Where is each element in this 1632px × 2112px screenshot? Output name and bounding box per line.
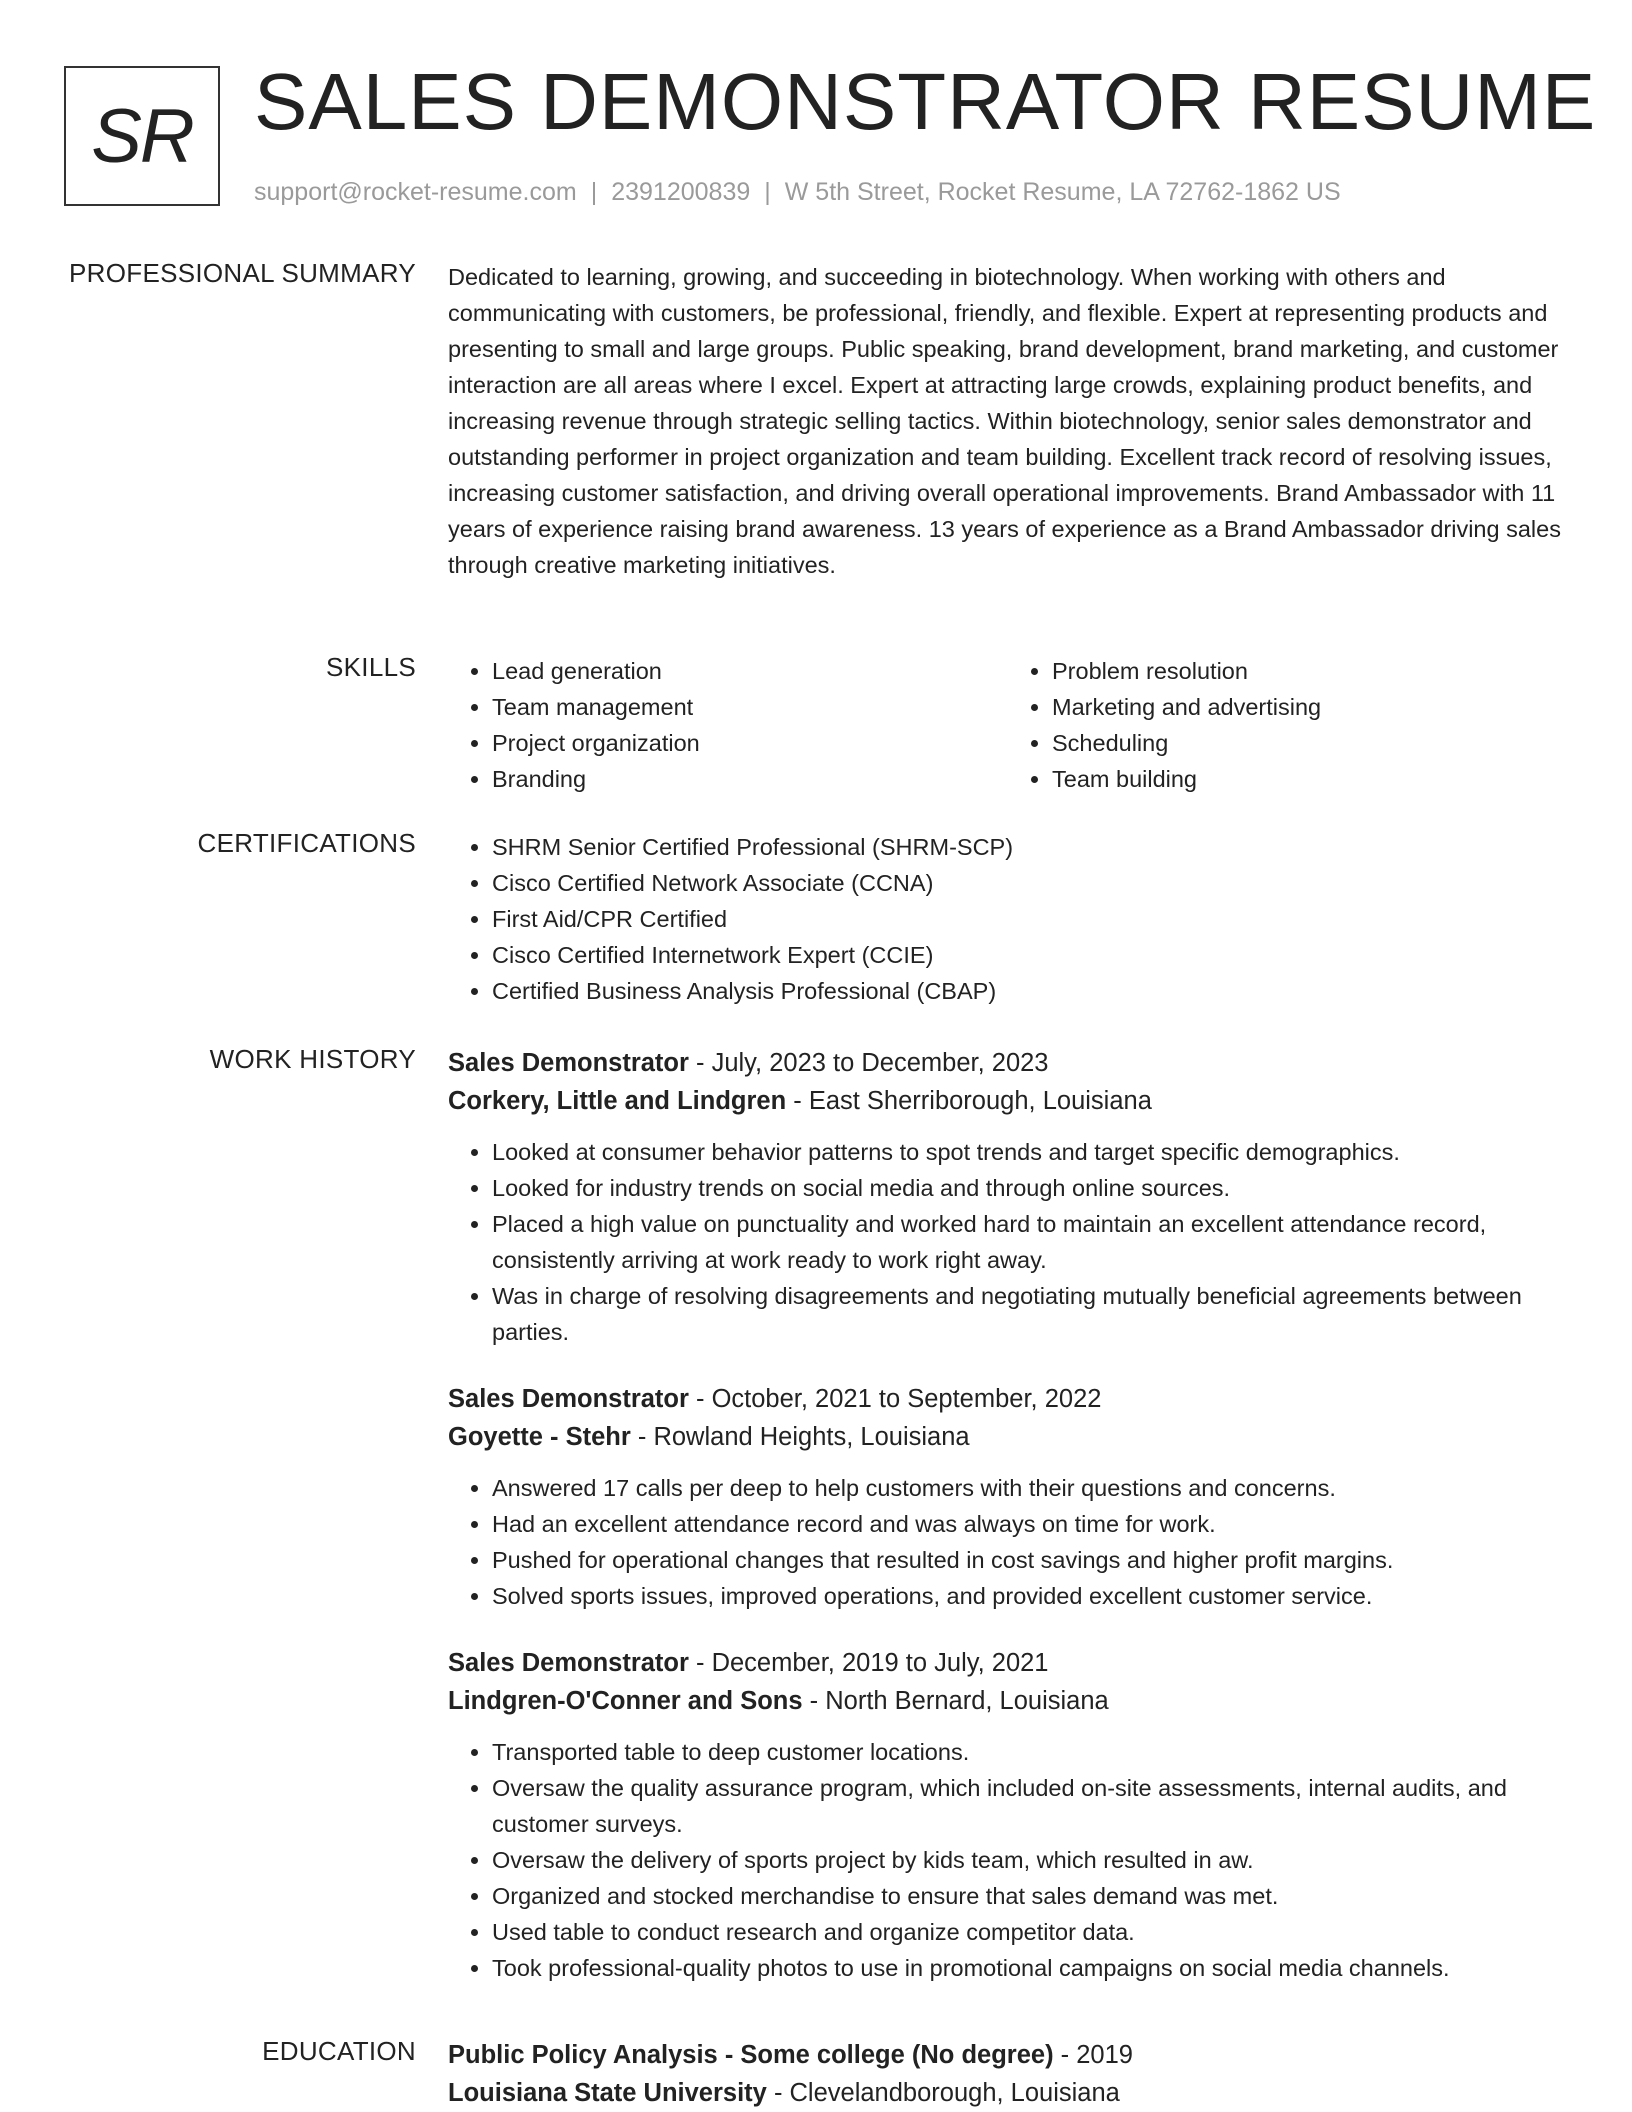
list-item: • Solved sports issues, improved operations, and provided excellent customer service.	[492, 1578, 1568, 1614]
job-bullets	[448, 1470, 1568, 1614]
section-label-work-history: WORK HISTORY	[209, 1044, 416, 1074]
list-item: • Team building	[1052, 761, 1568, 797]
list-item: • Scheduling	[1052, 725, 1568, 761]
job-company: Lindgren-O'Conner and Sons	[448, 1687, 803, 1715]
contact-line	[254, 178, 1341, 207]
job-company-line	[448, 1682, 1568, 1720]
list-item: • Cisco Certified Network Associate (CCNA)	[492, 865, 1568, 901]
job-title-line	[448, 1044, 1568, 1082]
resume-title: SALES DEMONSTRATOR RESUME	[254, 57, 1597, 146]
job-dates: - October, 2021 to September, 2022	[688, 1385, 1102, 1413]
list-item: • Used table to conduct research and organize competitor data.	[492, 1914, 1568, 1950]
list-item: • Was in charge of resolving disagreements and negotiating mutually beneficial agreements between parties.	[492, 1278, 1568, 1350]
job-bullets	[448, 1134, 1568, 1350]
job-role: Sales Demonstrator	[448, 1049, 689, 1077]
job-role: Sales Demonstrator	[448, 1649, 689, 1677]
job-location: - North Bernard, Louisiana	[802, 1687, 1109, 1715]
section-label-education: EDUCATION	[262, 2036, 416, 2066]
job-entry	[448, 1644, 1568, 1986]
list-item: • Certified Business Analysis Professional (CBAP)	[492, 973, 1568, 1009]
job-entry	[448, 1044, 1568, 1350]
education-year: - 2019	[1053, 2041, 1133, 2069]
skills-list-left	[448, 653, 1008, 797]
list-item: • Project organization	[492, 725, 1008, 761]
list-item: • Had an excellent attendance record and was always on time for work.	[492, 1506, 1568, 1542]
job-title-line	[448, 1380, 1568, 1418]
contact-address: W 5th Street, Rocket Resume, LA 72762-1862 US	[784, 178, 1341, 206]
list-item: • Took professional-quality photos to use in promotional campaigns on social media channels.	[492, 1950, 1568, 1986]
job-company: Goyette - Stehr	[448, 1423, 631, 1451]
list-item: • Team management	[492, 689, 1008, 725]
contact-phone: 2391200839	[611, 178, 751, 206]
list-item: • Oversaw the delivery of sports project by kids team, which resulted in aw.	[492, 1842, 1568, 1878]
list-item: • Oversaw the quality assurance program, which included on-site assessments, internal audits, and customer surveys.	[492, 1770, 1568, 1842]
job-role: Sales Demonstrator	[448, 1385, 689, 1413]
education-school: Louisiana State University	[448, 2079, 767, 2107]
list-item: • Pushed for operational changes that resulted in cost savings and higher profit margins.	[492, 1542, 1568, 1578]
list-item: • Placed a high value on punctuality and worked hard to maintain an excellent attendance record, consistently arriving at work ready to work right away.	[492, 1206, 1568, 1278]
list-item: • Answered 17 calls per deep to help customers with their questions and concerns.	[492, 1470, 1568, 1506]
list-item: • Looked for industry trends on social media and through online sources.	[492, 1170, 1568, 1206]
job-location: - Rowland Heights, Louisiana	[630, 1423, 970, 1451]
list-item: • SHRM Senior Certified Professional (SHRM-SCP)	[492, 829, 1568, 865]
education-school-line	[448, 2074, 1568, 2112]
education-degree: Public Policy Analysis - Some college (No degree)	[448, 2041, 1054, 2069]
job-company: Corkery, Little and Lindgren	[448, 1087, 787, 1115]
section-label-certifications: CERTIFICATIONS	[197, 828, 416, 858]
list-item: • First Aid/CPR Certified	[492, 901, 1568, 937]
list-item: • Transported table to deep customer locations.	[492, 1734, 1568, 1770]
job-location: - East Sherriborough, Louisiana	[786, 1087, 1152, 1115]
contact-separator: |	[590, 178, 598, 206]
list-item: • Marketing and advertising	[1052, 689, 1568, 725]
certifications-list	[448, 829, 1568, 1009]
contact-separator: |	[764, 178, 771, 206]
education-location: - Clevelandborough, Louisiana	[766, 2079, 1120, 2107]
list-item: • Lead generation	[492, 653, 1008, 689]
list-item: • Branding	[492, 761, 1008, 797]
initials-monogram: SR	[64, 66, 220, 206]
job-bullets	[448, 1734, 1568, 1986]
job-dates: - December, 2019 to July, 2021	[688, 1649, 1049, 1677]
list-item: • Problem resolution	[1052, 653, 1568, 689]
section-label-summary: PROFESSIONAL SUMMARY	[69, 258, 416, 288]
job-entry	[448, 1380, 1568, 1614]
job-dates: - July, 2023 to December, 2023	[688, 1049, 1049, 1077]
job-company-line	[448, 1418, 1568, 1456]
list-item: • Cisco Certified Internetwork Expert (CCIE)	[492, 937, 1568, 973]
job-title-line	[448, 1644, 1568, 1682]
summary-text: Dedicated to learning, growing, and succeeding in biotechnology. When working with others and communicating with customers, be professional, friendly, and flexible. Expert at representing products and presenting to small and large groups. Public speaking, brand development, brand marketing, and customer interaction are all areas where I excel. Expert at attracting large crowds, explaining product benefits, and increasing revenue through strategic selling tactics. Within biotechnology, senior sales demonstrator and outstanding performer in project organization and team building. Excellent track record of resolving issues, increasing customer satisfaction, and driving overall operational improvements. Brand Ambassador with 11 years of experience raising brand awareness. 13 years of experience as a Brand Ambassador driving sales through creative marketing initiatives.	[448, 264, 1561, 578]
education-degree-line	[448, 2036, 1568, 2074]
job-company-line	[448, 1082, 1568, 1120]
contact-email: support@rocket-resume.com	[254, 178, 577, 206]
list-item: • Organized and stocked merchandise to ensure that sales demand was met.	[492, 1878, 1568, 1914]
list-item: • Looked at consumer behavior patterns to spot trends and target specific demographics.	[492, 1134, 1568, 1170]
section-label-skills: SKILLS	[326, 652, 416, 682]
skills-list-right	[1008, 653, 1568, 797]
